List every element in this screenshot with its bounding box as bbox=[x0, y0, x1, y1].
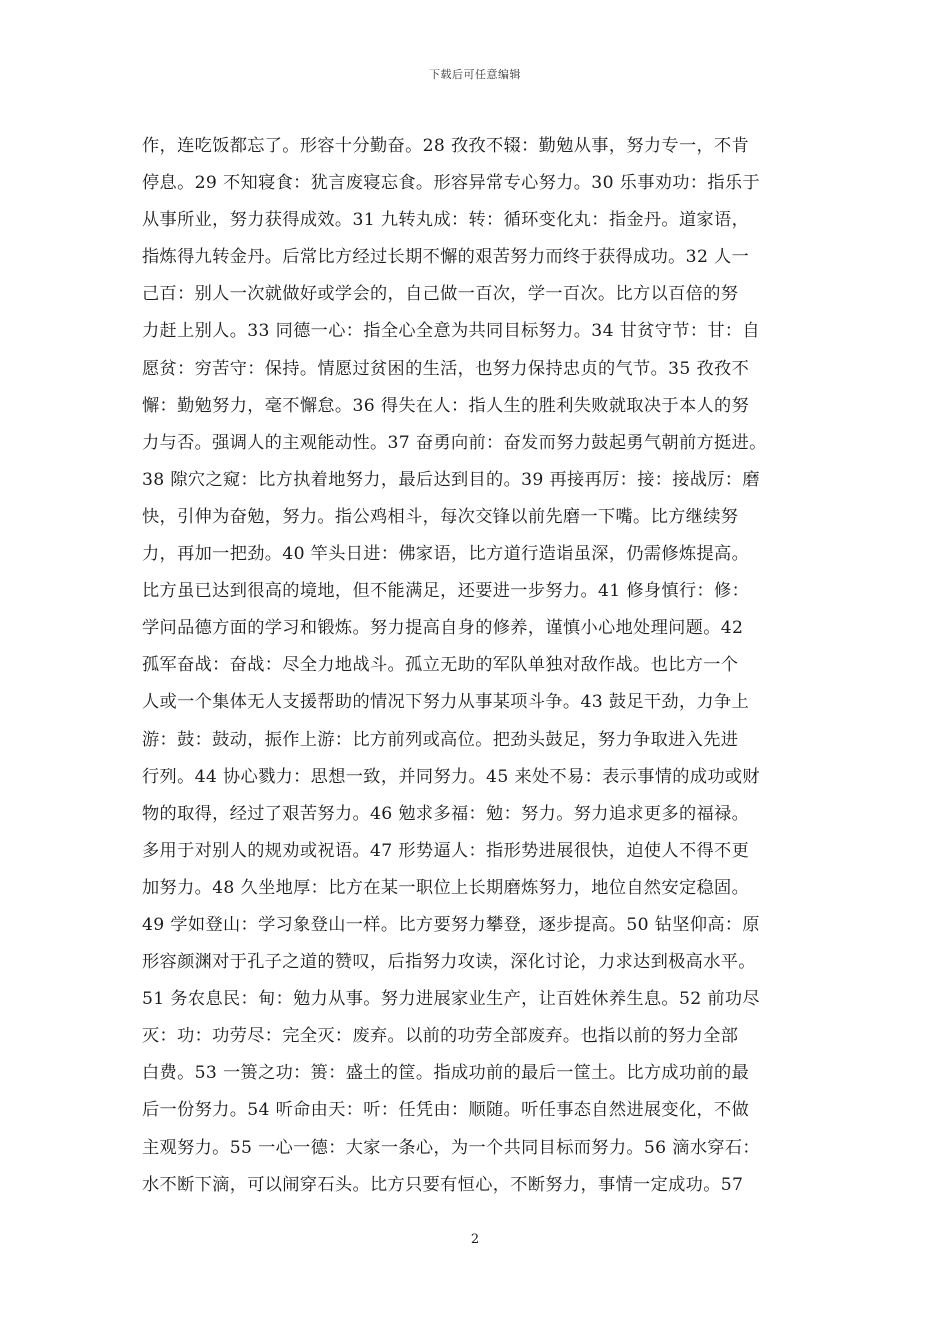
page-header: 下载后可任意编辑 bbox=[429, 68, 521, 81]
text-line: 人或一个集体无人支援帮助的情况下努力从事某项斗争。43 鼓足干劲，力争上 bbox=[142, 692, 750, 713]
text-line: 51 务农息民：甸：勉力从事。努力进展家业生产，让百姓休养生息。52 前功尽 bbox=[142, 989, 760, 1010]
text-line: 主观努力。55 一心一德：大家一条心，为一个共同目标而努力。56 滴水穿石： bbox=[142, 1137, 760, 1158]
text-line: 多用于对别人的规劝或祝语。47 形势逼人：指形势进展很快，迫使人不得不更 bbox=[142, 840, 750, 861]
text-line: 后一份努力。54 听命由天：听：任凭由：顺随。听任事态自然进展变化，不做 bbox=[142, 1100, 750, 1121]
text-line: 己百：别人一次就做好或学会的，自己做一百次，学一百次。比方以百倍的努 bbox=[142, 284, 739, 305]
text-line: 指炼得九转金丹。后常比方经过长期不懈的艰苦努力而终于获得成功。32 人一 bbox=[142, 247, 750, 268]
text-line: 加努力。48 久坐地厚：比方在某一职位上长期磨炼努力，地位自然安定稳固。 bbox=[142, 877, 750, 898]
text-line: 行列。44 协心戮力：思想一致，并同努力。45 来处不易：表示事情的成功或财 bbox=[142, 766, 760, 787]
page-number: 2 bbox=[470, 1232, 480, 1247]
text-line: 懈：勤勉努力，毫不懈怠。36 得失在人：指人生的胜利失败就取决于本人的努 bbox=[142, 395, 750, 416]
text-line: 物的取得，经过了艰苦努力。46 勉求多福：勉：努力。努力追求更多的福禄。 bbox=[142, 803, 750, 824]
document-body bbox=[142, 128, 822, 1204]
text-line: 白费。53 一篑之功：篑：盛土的筐。指成功前的最后一筐土。比方成功前的最 bbox=[142, 1063, 750, 1084]
text-line: 力与否。强调人的主观能动性。37 奋勇向前：奋发而努力鼓起勇气朝前方挺进。 bbox=[142, 432, 767, 453]
text-line: 快，引伸为奋勉，努力。指公鸡相斗，每次交锋以前先磨一下嘴。比方继续努 bbox=[142, 506, 739, 527]
text-line: 作，连吃饭都忘了。形容十分勤奋。28 孜孜不辍：勤勉从事，努力专一，不肯 bbox=[142, 136, 750, 156]
text-line: 比方虽已达到很高的境地，但不能满足，还要进一步努力。41 修身慎行：修： bbox=[142, 581, 750, 602]
text-line: 孤军奋战：奋战：尽全力地战斗。孤立无助的军队单独对敌作战。也比方一个 bbox=[142, 655, 739, 676]
text-line: 停息。29 不知寝食：犹言废寝忘食。形容异常专心努力。30 乐事劝功：指乐于 bbox=[142, 173, 760, 194]
text-line: 灭：功：功劳尽：完全灭：废弃。以前的功劳全部废弃。也指以前的努力全部 bbox=[142, 1026, 739, 1047]
text-line: 学问品德方面的学习和锻炼。努力提高自身的修养，谨慎小心地处理问题。42 bbox=[142, 618, 744, 639]
text-line: 力赶上别人。33 同德一心：指全心全意为共同目标努力。34 甘贫守节：甘：自 bbox=[142, 321, 760, 342]
text-line: 49 学如登山：学习象登山一样。比方要努力攀登，逐步提高。50 钻坚仰高：原 bbox=[142, 914, 760, 935]
text-line: 从事所业，努力获得成效。31 九转丸成：转：循环变化丸：指金丹。道家语， bbox=[142, 210, 750, 231]
text-line: 游：鼓：鼓动，振作上游：比方前列或高位。把劲头鼓足，努力争取进入先进 bbox=[142, 729, 739, 750]
text-line: 力，再加一把劲。40 竿头日进：佛家语，比方道行造诣虽深，仍需修炼提高。 bbox=[142, 544, 750, 565]
text-line: 形容颜渊对于孔子之道的赞叹，后指努力攻读，深化讨论，力求达到极高水平。 bbox=[142, 952, 756, 973]
text-line: 水不断下滴，可以闹穿石头。比方只要有恒心，不断努力，事情一定成功。57 bbox=[142, 1174, 744, 1195]
text-line: 愿贫：穷苦守：保持。情愿过贫困的生活，也努力保持忠贞的气节。35 孜孜不 bbox=[142, 358, 750, 379]
text-line: 38 隙穴之窥：比方执着地努力，最后达到目的。39 再接再厉：接：接战厉：磨 bbox=[142, 469, 760, 490]
